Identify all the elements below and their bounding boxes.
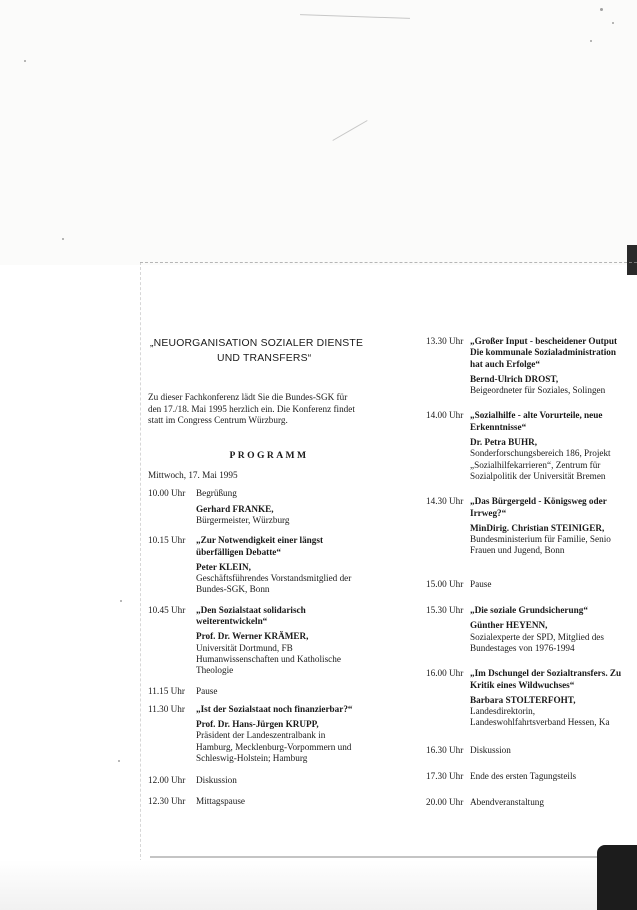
agenda-time: 11.30 Uhr (148, 703, 185, 714)
agenda-speaker-role: Theologie (196, 665, 234, 676)
intro-line: den 17./18. Mai 1995 herzlich ein. Die Konferenz findet (148, 403, 355, 414)
agenda-item (148, 535, 384, 595)
agenda-title: „Sozialhilfe - alte Vorurteile, neue (470, 410, 603, 421)
agenda-item (426, 605, 637, 654)
agenda-title: Begrüßung (196, 488, 237, 499)
agenda-time: 16.30 Uhr (426, 744, 464, 755)
agenda-item (426, 496, 637, 556)
agenda-title: Diskussion (196, 775, 237, 786)
right-agenda-list (426, 336, 637, 809)
paper-edge-bottom (150, 856, 637, 858)
agenda-item (148, 796, 384, 807)
agenda-time: 10.00 Uhr (148, 488, 186, 499)
agenda-body (470, 410, 637, 482)
agenda-speaker-role: Landesdirektorin, (470, 706, 536, 717)
document-title (150, 336, 384, 366)
agenda-time: 10.45 Uhr (148, 604, 186, 615)
intro-line: statt im Congress Centrum Würzburg. (148, 415, 288, 426)
agenda-time: 16.00 Uhr (426, 668, 464, 679)
scan-speck (590, 40, 592, 42)
agenda-title: hat auch Erfolge“ (470, 358, 540, 369)
agenda-speaker-role: Beigeordneter für Soziales, Solingen (470, 385, 606, 396)
intro-line: Zu dieser Fachkonferenz lädt Sie die Bundes-SGK für (148, 392, 348, 402)
agenda-body (196, 488, 384, 526)
agenda-title: Diskussion (470, 744, 511, 755)
paper-edge-top (140, 262, 637, 269)
agenda-speaker-role: Schleswig-Holstein; Hamburg (196, 753, 308, 764)
agenda-title: „Das Bürgergeld - Königsweg oder (470, 496, 607, 507)
agenda-time: 15.30 Uhr (426, 605, 464, 616)
agenda-body (196, 686, 384, 697)
agenda-speaker-role: Bürgermeister, Würzburg (196, 514, 290, 525)
agenda-body (470, 605, 637, 654)
agenda-title: überfälligen Debatte“ (196, 546, 281, 557)
agenda-item (426, 771, 637, 782)
agenda-title: „Die soziale Grundsicherung“ (470, 605, 588, 616)
agenda-body (470, 668, 637, 728)
agenda-speaker-role: Bundesministerium für Familie, Senio (470, 534, 611, 545)
agenda-speaker-role: Frauen und Jugend, Bonn (470, 545, 565, 556)
agenda-item (426, 668, 637, 728)
agenda-body (470, 579, 637, 590)
agenda-item (426, 410, 637, 482)
agenda-body (196, 796, 384, 807)
agenda-speaker-role: Landeswohlfahrtsverband Hessen, Ka (470, 717, 610, 728)
agenda-speaker-role: „Sozialhilfekarrieren“, Zentrum für (470, 459, 601, 470)
scan-bottom-margin (0, 860, 637, 910)
agenda-body (470, 496, 637, 556)
scan-speck (62, 238, 64, 240)
agenda-title: „Ist der Sozialstaat noch finanzierbar?“ (196, 703, 353, 714)
agenda-title: Mittagspause (196, 795, 245, 806)
scan-speck (24, 60, 26, 62)
agenda-speaker-role: Bundestages von 1976-1994 (470, 642, 575, 653)
agenda-time: 10.15 Uhr (148, 535, 186, 546)
agenda-item (426, 579, 637, 590)
agenda-body (196, 535, 384, 595)
agenda-time: 14.30 Uhr (426, 496, 464, 507)
agenda-title: Irrweg?“ (470, 507, 507, 518)
agenda-time: 12.00 Uhr (148, 775, 186, 786)
agenda-time: 13.30 Uhr (426, 336, 464, 346)
scan-speck (612, 22, 614, 24)
agenda-body (470, 336, 637, 396)
agenda-body (196, 605, 384, 677)
agenda-time: 20.00 Uhr (426, 797, 464, 808)
agenda-time: 17.30 Uhr (426, 771, 464, 782)
agenda-title: „Den Sozialstaat solidarisch (196, 604, 306, 615)
agenda-title: „Großer Input - bescheidener Output (470, 336, 618, 346)
agenda-speaker: Dr. Petra BUHR, (470, 437, 538, 448)
agenda-item (426, 745, 637, 756)
agenda-speaker: Günther HEYENN, (470, 620, 548, 631)
day-label: Mittwoch, 17. Mai 1995 (148, 470, 238, 481)
title-line-2: UND TRANSFERS“ (217, 353, 312, 364)
agenda-title: „Im Dschungel der Sozialtransfers. Zu (470, 668, 622, 679)
scan-dark-edge (627, 245, 637, 275)
scan-speck (120, 600, 122, 602)
programm-heading: PROGRAMM (229, 449, 309, 461)
left-column (148, 336, 384, 807)
agenda-speaker-role: Hamburg, Mecklenburg-Vorpommern und (196, 741, 352, 752)
agenda-title: „Zur Notwendigkeit einer längst (196, 535, 324, 546)
agenda-speaker: Prof. Dr. Hans-Jürgen KRUPP, (196, 719, 319, 730)
agenda-item (148, 605, 384, 677)
agenda-item (148, 704, 384, 764)
agenda-speaker: Bernd-Ulrich DROST, (470, 373, 559, 384)
agenda-item (426, 797, 637, 808)
agenda-item (426, 336, 637, 396)
agenda-speaker: Gerhard FRANKE, (196, 503, 274, 514)
agenda-speaker-role: Bundes-SGK, Bonn (196, 584, 270, 595)
title-line-1: „NEUORGANISATION SOZIALER DIENSTE (150, 338, 364, 349)
agenda-title: Pause (470, 578, 492, 589)
agenda-speaker: Barbara STOLTERFOHT, (470, 694, 576, 705)
agenda-speaker-role: Sozialexperte der SPD, Mitglied des (470, 631, 604, 642)
agenda-body (470, 745, 637, 756)
agenda-item (148, 775, 384, 786)
agenda-title: Die kommunale Sozialadministration (470, 347, 616, 358)
agenda-speaker-role: Sozialpolitik der Universität Bremen (470, 470, 606, 481)
agenda-speaker: Prof. Dr. Werner KRÄMER, (196, 631, 309, 642)
scan-speck (600, 8, 603, 11)
agenda-speaker: Peter KLEIN, (196, 561, 251, 572)
binding-shadow (597, 845, 637, 910)
left-agenda-list (148, 488, 384, 807)
agenda-time: 11.15 Uhr (148, 685, 185, 696)
agenda-title: Pause (196, 685, 218, 696)
agenda-item (148, 686, 384, 697)
agenda-title: weiterentwickeln“ (196, 616, 268, 627)
agenda-title: Ende des ersten Tagungsteils (470, 771, 577, 782)
agenda-body (196, 775, 384, 786)
agenda-speaker: MinDirig. Christian STEINIGER, (470, 522, 605, 533)
agenda-title: Kritik eines Wildwuchses“ (470, 679, 575, 690)
agenda-time: 15.00 Uhr (426, 578, 464, 589)
agenda-body (470, 771, 637, 782)
agenda-body (196, 704, 384, 764)
agenda-speaker-role: Universität Dortmund, FB (196, 642, 293, 653)
agenda-item (148, 488, 384, 526)
agenda-time: 12.30 Uhr (148, 795, 186, 806)
agenda-speaker-role: Humanwissenschaften und Katholische (196, 653, 341, 664)
right-column (426, 336, 637, 809)
agenda-body (470, 797, 637, 808)
agenda-speaker-role: Sonderforschungsbereich 186, Projekt (470, 448, 611, 459)
agenda-title: Erkenntnisse“ (470, 421, 527, 432)
intro-text (148, 392, 380, 427)
agenda-time: 14.00 Uhr (426, 410, 464, 421)
agenda-speaker-role: Geschäftsführendes Vorstandsmitglied der (196, 573, 352, 584)
scan-speck (118, 760, 120, 762)
scan-background (0, 0, 637, 265)
agenda-speaker-role: Präsident der Landeszentralbank in (196, 730, 326, 741)
agenda-title: Abendveranstaltung (470, 797, 544, 808)
